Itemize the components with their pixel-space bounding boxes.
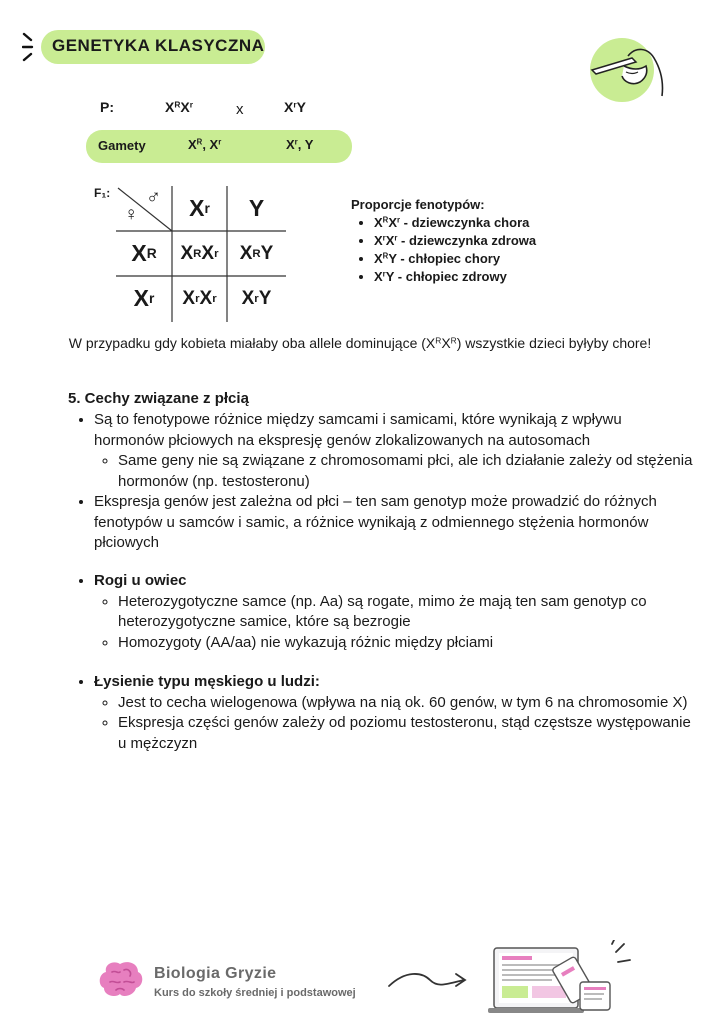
proportions-list — [356, 214, 536, 286]
cell-xry: X r Y — [241, 287, 272, 309]
mother-genotype: $X^RX^r$ — [165, 99, 194, 115]
list-item: ◦ Ekspresja części genów zależy od poziomu testosteronu, stąd częstsze występowanie u mężczyzn — [118, 713, 694, 754]
cell-xRy: X R Y — [239, 242, 274, 264]
brain-logo-icon — [98, 960, 144, 1000]
f1-label: F₁: — [94, 186, 111, 200]
gametes-mother: $X^R$, $X^r$ — [188, 137, 222, 152]
brand-subtitle: Kurs do szkoły średniej i podstawowej — [154, 987, 356, 999]
list-item: • Są to fenotypowe różnice między samcami i samicami, które wynikają z wpływu hormonów płciowych na ekspresję genów zlokalizowanych na autosomach ◦ Same geny nie są związane z chromosomami płci, ale ich działanie zależy od stężenia hormonów (np. testosteronu) — [94, 410, 694, 492]
list-item: • Ekspresja genów jest zależna od płci – ten sam genotyp może prowadzić do różnych fenotypów u samców i samic, a różnice wynikają z odmiennego stężenia hormonów płciowych — [94, 492, 694, 554]
sub-list — [94, 693, 694, 755]
row-header-xR: X R — [131, 240, 157, 266]
page-title: GENETYKA KLASYCZNA — [52, 36, 265, 55]
arrow-icon — [386, 966, 470, 996]
section-title: 5. Cechy związane z płcią — [68, 390, 249, 407]
list-item: ◦ Same geny nie są związane z chromosomami płci, ale ich działanie zależy od stężenia hormonów (np. testosteronu) — [118, 451, 694, 492]
cell-xrxr: X r X r — [182, 287, 217, 309]
sub-list — [94, 592, 694, 654]
brand-name: Biologia Gryzie — [154, 965, 277, 982]
cell-xRxr: X R X r — [180, 242, 219, 264]
female-symbol: ♀ — [124, 204, 139, 225]
writing-hand-icon — [588, 36, 668, 106]
proportions-title: Proporcje fenotypów: — [351, 197, 485, 212]
gametes-label: Gamety — [98, 138, 146, 153]
list-item: ◦ Jest to cecha wielogenowa (wpływa na nią ok. 60 genów, w tym 6 na chromosomie X) — [118, 693, 694, 714]
parents-label: P: — [100, 99, 114, 115]
list-item: • Łysienie typu męskiego u ludzi: ◦ Jest to cecha wielogenowa (wpływa na nią ok. 60 genów, w tym 6 na chromosomie X) ◦ Ekspresja części genów zależy od poziomu testosteronu, stąd częstsze występowanie u mężczyzn — [94, 672, 694, 754]
section-list-rogi — [68, 571, 694, 653]
father-genotype: $X^rY$ — [284, 99, 306, 115]
list-item: • $X^RX^r$ - dziewczynka chora — [374, 214, 536, 232]
list-item: • $X^RY$ - chłopiec chory — [374, 250, 536, 268]
list-item: ◦ Heterozygotyczne samce (np. Aa) są rogate, mimo że mają ten sam genotyp co heterozygotyczne samice, które są bezrogie — [118, 592, 694, 633]
list-item: • $X^rY$ - chłopiec zdrowy — [374, 268, 536, 286]
sub-list — [94, 451, 694, 492]
row-header-xr: X r — [133, 285, 155, 311]
list-item: • Rogi u owiec ◦ Heterozygotyczne samce (np. Aa) są rogate, mimo że mają ten sam genotyp co heterozygotyczne samice, które są bezrogie ◦ Homozygoty (AA/aa) nie wykazują różnic między płciami — [94, 571, 694, 653]
dominant-note: W przypadku gdy kobieta miałaby oba allele dominujące $(X^RX^R)$ wszystkie dzieci byłyby chore! — [68, 335, 652, 351]
section-list-lysienie — [68, 672, 694, 754]
section-list-main — [68, 410, 694, 554]
list-item: • $X^rX^r$ - dziewczynka zdrowa — [374, 232, 536, 250]
col-header-y: Y — [248, 195, 265, 221]
gametes-father: $X^r$, Y — [286, 137, 314, 152]
male-symbol: ♂ — [146, 186, 161, 208]
list-item: ◦ Homozygoty (AA/aa) nie wykazują różnic między płciami — [118, 633, 694, 654]
cross-symbol: x — [236, 101, 244, 118]
devices-illustration — [488, 940, 638, 1016]
col-header-xr: X r — [189, 195, 210, 221]
sparkle-icon — [22, 30, 40, 64]
